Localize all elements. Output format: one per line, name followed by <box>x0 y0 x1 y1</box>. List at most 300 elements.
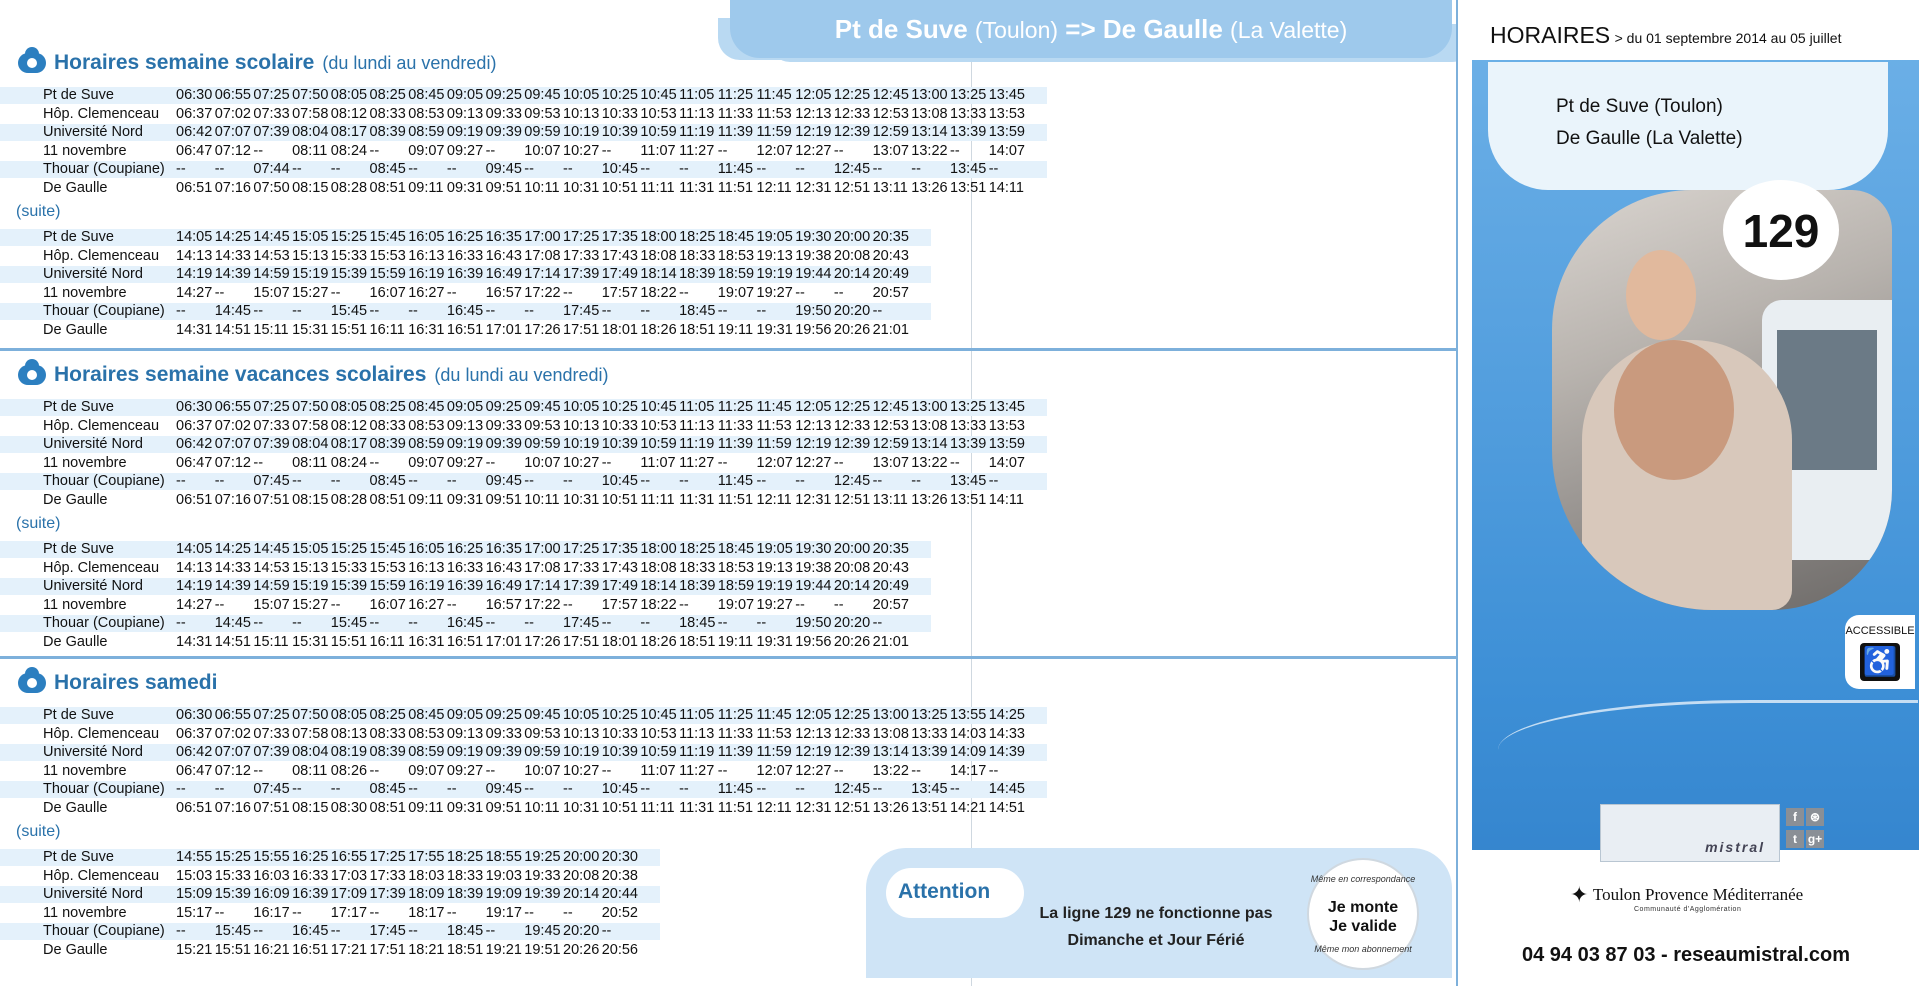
time-cell: 12:45 <box>833 781 871 798</box>
time-cell: -- <box>872 473 883 490</box>
time-cell: 17:00 <box>524 541 561 557</box>
table-row <box>0 578 931 595</box>
time-cell: 10:45 <box>601 161 638 178</box>
time-cell: -- <box>833 142 844 159</box>
time-cell: 19:09 <box>485 886 522 903</box>
time-cell: -- <box>563 596 573 613</box>
time-cell: 08:25 <box>369 707 406 723</box>
time-cell: -- <box>292 615 302 632</box>
rss-icon[interactable]: ⊛ <box>1806 808 1824 826</box>
time-cell: -- <box>601 303 612 320</box>
time-cell: 18:22 <box>640 284 677 301</box>
time-cell: 10:53 <box>640 105 677 122</box>
time-cell: 16:17 <box>253 904 290 921</box>
googleplus-icon[interactable]: g+ <box>1807 832 1823 846</box>
time-cell: -- <box>950 454 960 471</box>
time-cell: -- <box>988 161 999 178</box>
cover-panel <box>1458 0 1919 986</box>
time-cell: -- <box>988 762 999 779</box>
time-cell: 07:44 <box>253 161 290 178</box>
table-row <box>0 868 660 885</box>
time-cell: 20:44 <box>601 886 638 903</box>
time-cell: 09:45 <box>485 781 522 798</box>
time-cell: 17:33 <box>369 867 406 884</box>
attention-box <box>866 848 1452 978</box>
time-cell: 07:50 <box>292 87 329 103</box>
time-cell: 08:53 <box>408 105 445 122</box>
time-cell: 17:14 <box>524 578 561 595</box>
time-cell: 12:27 <box>795 142 832 159</box>
stop-name: Hôp. Clemenceau <box>43 867 160 884</box>
time-cell: 19:27 <box>756 284 793 301</box>
time-cell: 14:33 <box>214 247 251 264</box>
time-cell: 11:11 <box>640 800 675 816</box>
time-cell: -- <box>950 781 960 798</box>
time-cell: 20:52 <box>601 904 638 921</box>
time-cell: 19:56 <box>795 322 832 338</box>
time-cell: 10:45 <box>640 399 677 415</box>
time-cell: -- <box>640 615 651 632</box>
time-cell: 10:53 <box>640 417 677 434</box>
time-cell: 21:01 <box>872 634 909 650</box>
time-cell: 10:13 <box>563 417 600 434</box>
time-cell: 13:33 <box>950 105 987 122</box>
wheelchair-icon: ♿ <box>1860 643 1900 681</box>
time-cell: 06:47 <box>176 142 213 159</box>
time-cell: -- <box>911 762 921 779</box>
time-cell: 18:45 <box>717 541 755 557</box>
time-cell: 12:51 <box>833 492 871 508</box>
time-cell: 17:25 <box>563 541 600 557</box>
time-cell: 11:31 <box>679 492 715 508</box>
time-cell: -- <box>795 596 805 613</box>
accessible-label: ACCESSIBLE <box>1845 625 1915 637</box>
time-cell: -- <box>717 762 728 779</box>
time-cell: 12:31 <box>795 800 832 816</box>
time-cell: 18:59 <box>717 266 755 283</box>
time-cell: 12:13 <box>795 417 832 434</box>
time-cell: 07:07 <box>214 436 251 453</box>
time-cell: -- <box>408 615 418 632</box>
time-cell: 16:57 <box>485 284 522 301</box>
table-row <box>0 781 1047 798</box>
time-cell: 15:45 <box>369 541 406 557</box>
time-cell: 11:59 <box>756 744 792 761</box>
contact-line <box>1522 944 1850 967</box>
time-cell: 15:13 <box>292 559 329 576</box>
time-cell: 20:35 <box>872 229 909 245</box>
time-cell: 16:43 <box>485 247 522 264</box>
time-cell: 13:39 <box>950 124 987 141</box>
time-cell: 14:17 <box>950 762 987 779</box>
time-cell: 20:20 <box>833 303 871 320</box>
time-cell: 09:31 <box>446 800 484 816</box>
time-cell: 07:07 <box>214 124 251 141</box>
time-cell: 12:39 <box>833 744 871 761</box>
time-cell: 13:08 <box>911 105 948 122</box>
stop-name: 11 novembre <box>43 142 127 159</box>
time-cell: 09:51 <box>485 180 522 196</box>
time-cell: 16:19 <box>408 578 445 595</box>
time-cell: 12:07 <box>756 762 793 779</box>
time-cell: 08:26 <box>330 762 368 779</box>
time-cell: 17:57 <box>601 596 638 613</box>
table-row <box>0 285 931 302</box>
time-cell: 16:05 <box>408 541 445 557</box>
time-cell: 11:19 <box>679 436 715 453</box>
time-cell: 10:11 <box>524 800 560 816</box>
time-cell: 10:07 <box>524 454 561 471</box>
time-cell: -- <box>679 596 689 613</box>
time-cell: 08:33 <box>369 105 406 122</box>
time-cell: 12:19 <box>795 124 832 141</box>
time-cell: 17:33 <box>563 247 600 264</box>
time-cell: 10:07 <box>524 142 561 159</box>
time-cell: 12:31 <box>795 492 832 508</box>
time-cell: 19:19 <box>756 578 793 595</box>
time-cell: 13:14 <box>872 744 909 761</box>
stop-name: Université Nord <box>43 436 143 453</box>
time-cell: 08:33 <box>369 417 406 434</box>
time-cell: 16:55 <box>330 849 368 865</box>
time-cell: 08:33 <box>369 725 406 742</box>
time-cell: 13:26 <box>872 800 909 816</box>
table-row <box>0 707 1047 724</box>
photo-bus-window <box>1777 330 1877 470</box>
time-cell: 09:45 <box>524 399 561 415</box>
time-cell: 18:03 <box>408 867 445 884</box>
time-cell: 13:53 <box>988 417 1025 434</box>
stop-name: 11 novembre <box>43 762 127 779</box>
time-cell: -- <box>485 454 496 471</box>
time-cell: 19:13 <box>756 247 793 264</box>
time-cell: 07:58 <box>292 417 329 434</box>
table-row <box>0 229 931 246</box>
time-cell: 08:30 <box>330 800 368 816</box>
table-row <box>0 726 1047 743</box>
time-cell: -- <box>408 161 418 178</box>
time-cell: 20:38 <box>601 867 638 884</box>
time-cell: -- <box>292 473 302 490</box>
time-cell: 15:07 <box>253 284 290 301</box>
time-cell: 18:00 <box>640 541 677 557</box>
time-cell: 15:51 <box>214 942 251 958</box>
time-cell: 08:51 <box>369 180 406 196</box>
time-cell: -- <box>330 596 341 613</box>
time-cell: 10:45 <box>601 781 638 798</box>
stop-name: De Gaulle <box>43 800 108 816</box>
time-cell: 08:11 <box>292 142 328 159</box>
time-cell: 14:31 <box>176 322 213 338</box>
time-cell: 09:59 <box>524 124 561 141</box>
time-cell: 06:42 <box>176 124 213 141</box>
time-cell: 18:45 <box>717 229 755 245</box>
time-cell: 13:00 <box>872 707 909 723</box>
time-cell: 18:01 <box>601 634 638 650</box>
time-cell: 06:55 <box>214 399 251 415</box>
time-cell: 11:27 <box>679 454 715 471</box>
time-cell: 12:59 <box>872 124 909 141</box>
time-cell: 13:25 <box>950 399 987 415</box>
time-cell: 14:21 <box>950 800 987 816</box>
time-cell: 13:22 <box>911 454 948 471</box>
time-cell: 17:45 <box>563 303 600 320</box>
time-cell: 10:31 <box>563 180 600 196</box>
time-cell: 12:53 <box>872 417 909 434</box>
time-cell: 14:59 <box>253 266 290 283</box>
time-cell: 09:33 <box>485 417 522 434</box>
time-cell: 19:05 <box>756 229 793 245</box>
time-cell: 15:25 <box>330 541 368 557</box>
time-cell: -- <box>408 303 418 320</box>
time-cell: -- <box>369 904 380 921</box>
stop-name: Thouar (Coupiane) <box>43 781 165 798</box>
time-cell: 18:45 <box>679 615 716 632</box>
time-cell: 08:25 <box>369 87 406 103</box>
time-cell: 16:33 <box>446 247 484 264</box>
time-cell: 14:51 <box>214 634 251 650</box>
phone-number[interactable]: 04 94 03 87 03 <box>1522 944 1656 966</box>
time-cell: 09:59 <box>524 744 561 761</box>
time-cell: 10:51 <box>601 800 638 816</box>
time-cell: 12:07 <box>756 454 793 471</box>
time-cell: 14:55 <box>176 849 213 865</box>
time-cell: 14:27 <box>176 284 213 301</box>
time-cell: 14:25 <box>214 229 251 245</box>
time-cell: -- <box>833 454 844 471</box>
time-cell: 07:25 <box>253 399 290 415</box>
time-cell: 11:07 <box>640 762 676 779</box>
time-cell: 17:00 <box>524 229 561 245</box>
table-row <box>0 322 931 339</box>
time-cell: -- <box>369 142 380 159</box>
stop-name: Pt de Suve <box>43 399 114 415</box>
accessible-badge <box>1845 615 1915 689</box>
time-cell: 13:07 <box>872 142 909 159</box>
time-cell: -- <box>872 303 883 320</box>
time-cell: 12:53 <box>872 105 909 122</box>
time-cell: -- <box>176 473 186 490</box>
time-cell: 11:25 <box>717 87 754 103</box>
time-cell: 10:27 <box>563 142 600 159</box>
time-cell: 13:51 <box>950 492 987 508</box>
time-cell: 11:25 <box>717 707 754 723</box>
time-cell: 16:07 <box>369 596 406 613</box>
time-cell: -- <box>524 303 534 320</box>
time-cell: 17:55 <box>408 849 445 865</box>
time-cell: -- <box>679 781 689 798</box>
time-cell: 10:31 <box>563 800 600 816</box>
stop-name: 11 novembre <box>43 284 127 301</box>
time-cell: 15:45 <box>330 615 368 632</box>
time-cell: 09:33 <box>485 725 522 742</box>
time-cell: 18:39 <box>679 266 716 283</box>
table-row <box>0 744 1047 761</box>
time-cell: -- <box>485 762 496 779</box>
time-cell: -- <box>446 781 457 798</box>
time-cell: 14:25 <box>214 541 251 557</box>
time-cell: 10:33 <box>601 725 638 742</box>
time-cell: 19:27 <box>756 596 793 613</box>
time-cell: -- <box>601 142 612 159</box>
time-cell: 18:21 <box>408 942 445 958</box>
time-cell: 17:35 <box>601 229 638 245</box>
time-cell: 13:45 <box>988 399 1025 415</box>
time-cell: 18:25 <box>679 229 716 245</box>
time-cell: 14:39 <box>214 578 251 595</box>
time-cell: -- <box>795 161 805 178</box>
time-cell: -- <box>176 781 186 798</box>
time-cell: -- <box>446 904 457 921</box>
time-cell: 15:31 <box>292 322 329 338</box>
time-cell: 20:00 <box>563 849 600 865</box>
time-cell: 07:39 <box>253 124 290 141</box>
time-cell: 15:11 <box>253 322 289 338</box>
time-cell: -- <box>292 781 302 798</box>
time-cell: 11:13 <box>679 105 715 122</box>
route-card <box>1488 62 1888 190</box>
time-cell: 08:15 <box>292 180 329 196</box>
time-cell: 07:02 <box>214 725 251 742</box>
time-cell: 19:11 <box>717 634 754 650</box>
mistral-brand: mistral <box>1705 839 1765 855</box>
time-cell: 16:19 <box>408 266 445 283</box>
time-cell: 16:35 <box>485 229 522 245</box>
time-cell: -- <box>601 923 612 940</box>
time-cell: -- <box>292 161 302 178</box>
time-cell: 16:49 <box>485 266 522 283</box>
time-cell: 19:21 <box>485 942 522 958</box>
time-cell: -- <box>524 473 534 490</box>
time-cell: 19:07 <box>717 284 755 301</box>
time-cell: 10:39 <box>601 436 638 453</box>
time-cell: -- <box>176 923 186 940</box>
time-cell: 15:53 <box>369 247 406 264</box>
time-cell: -- <box>330 284 341 301</box>
stop-name: Pt de Suve <box>43 87 114 103</box>
tpm-logo <box>1570 882 1803 908</box>
time-cell: 06:30 <box>176 707 213 723</box>
time-cell: 14:51 <box>214 322 251 338</box>
time-cell: 15:21 <box>176 942 213 958</box>
time-cell: 11:39 <box>717 124 754 141</box>
time-cell: 13:25 <box>950 87 987 103</box>
time-cell: 20:00 <box>833 229 871 245</box>
stop-name: Hôp. Clemenceau <box>43 105 160 122</box>
time-cell: 17:49 <box>601 266 638 283</box>
time-cell: -- <box>214 904 225 921</box>
time-cell: 16:49 <box>485 578 522 595</box>
time-cell: 10:25 <box>601 707 638 723</box>
time-cell: 14:33 <box>214 559 251 576</box>
stop-name: Thouar (Coupiane) <box>43 923 165 940</box>
time-cell: 12:59 <box>872 436 909 453</box>
time-cell: 09:45 <box>524 87 561 103</box>
time-cell: 17:33 <box>563 559 600 576</box>
time-cell: 10:19 <box>563 436 600 453</box>
time-cell: -- <box>408 781 418 798</box>
time-cell: 08:05 <box>330 707 368 723</box>
time-cell: 20:43 <box>872 559 909 576</box>
time-cell: 19:33 <box>524 867 561 884</box>
time-cell: 16:57 <box>485 596 522 613</box>
time-cell: 15:51 <box>330 634 368 650</box>
time-cell: -- <box>756 473 767 490</box>
time-cell: 17:26 <box>524 322 561 338</box>
stop-name: Thouar (Coupiane) <box>43 303 165 320</box>
time-cell: 06:47 <box>176 454 213 471</box>
time-cell: -- <box>253 762 264 779</box>
time-cell: 13:07 <box>872 454 909 471</box>
time-cell: -- <box>795 781 805 798</box>
time-cell: 13:22 <box>872 762 909 779</box>
time-cell: 07:33 <box>253 417 290 434</box>
time-cell: 14:19 <box>176 578 213 595</box>
time-cell: -- <box>214 473 225 490</box>
time-cell: 18:53 <box>717 559 755 576</box>
time-cell: 14:51 <box>988 800 1025 816</box>
time-cell: -- <box>988 473 999 490</box>
time-cell: 14:13 <box>176 247 213 264</box>
time-cell: -- <box>795 284 805 301</box>
time-cell: 13:33 <box>911 725 948 742</box>
time-cell: 11:19 <box>679 124 715 141</box>
website-link[interactable]: reseaumistral.com <box>1673 944 1851 966</box>
time-cell: 12:33 <box>833 725 871 742</box>
time-cell: 17:14 <box>524 266 561 283</box>
table-row <box>0 399 1047 416</box>
time-cell: 08:39 <box>369 436 406 453</box>
time-cell: 13:00 <box>911 87 948 103</box>
time-cell: -- <box>446 596 457 613</box>
time-cell: 10:13 <box>563 725 600 742</box>
time-cell: 09:07 <box>408 454 445 471</box>
time-cell: 17:08 <box>524 559 561 576</box>
time-cell: 08:45 <box>408 707 445 723</box>
time-cell: -- <box>911 473 921 490</box>
time-cell: 08:45 <box>369 161 406 178</box>
twitter-icon[interactable]: t <box>1786 830 1804 848</box>
time-cell: 13:22 <box>911 142 948 159</box>
time-cell: 06:30 <box>176 87 213 103</box>
table-row <box>0 87 1047 104</box>
time-cell: 09:31 <box>446 180 484 196</box>
time-cell: 16:35 <box>485 541 522 557</box>
time-cell: -- <box>563 904 573 921</box>
route-from-city: (Toulon) <box>974 17 1059 43</box>
time-cell: 13:26 <box>911 492 948 508</box>
time-cell: 11:31 <box>679 180 715 196</box>
time-cell: 18:26 <box>640 322 677 338</box>
facebook-icon[interactable]: f <box>1786 808 1804 826</box>
time-cell: -- <box>640 303 651 320</box>
section-separator <box>0 348 1458 351</box>
route-arrow: => <box>1065 14 1096 44</box>
time-cell: 06:30 <box>176 399 213 415</box>
time-cell: 11:13 <box>679 417 715 434</box>
time-cell: 19:38 <box>795 247 832 264</box>
time-cell: -- <box>601 615 612 632</box>
time-cell: 17:45 <box>563 615 600 632</box>
time-cell: -- <box>176 161 186 178</box>
stamp-top-text: Même en correspondance <box>1310 874 1416 884</box>
time-cell: 10:59 <box>640 744 677 761</box>
time-cell: 07:51 <box>253 800 290 816</box>
route-from-name: Pt de Suve <box>834 14 968 44</box>
time-cell: 18:59 <box>717 578 755 595</box>
time-cell: 16:51 <box>446 634 484 650</box>
stop-name: Hôp. Clemenceau <box>43 559 160 576</box>
